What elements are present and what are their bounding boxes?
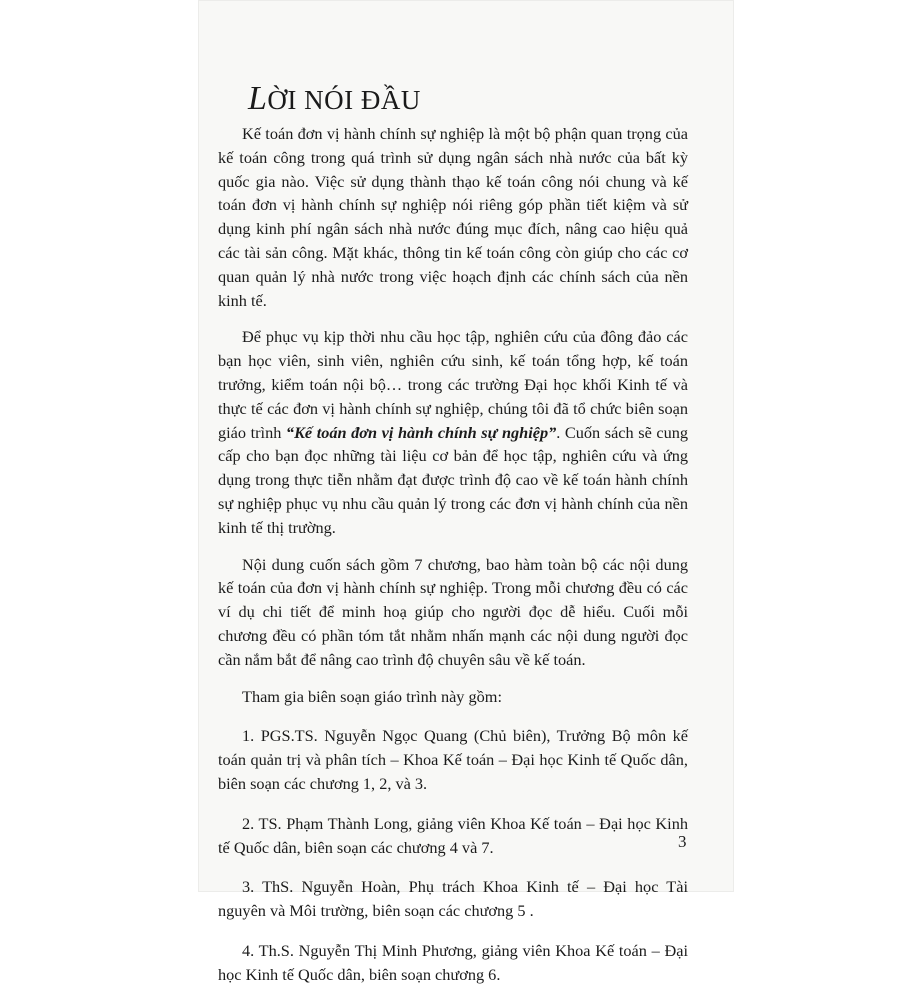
page-number: 3: [678, 832, 687, 851]
paragraph-contents: Nội dung cuốn sách gồm 7 chương, bao hàm toàn bộ các nội dung kế toán của đơn vị hành chính sự nghiệp. Trong mỗi chương đều có các ví dụ chi tiết để minh hoạ giúp cho người đọc dễ hiểu. Cuối mỗi chương đều có phần tóm tắt nhằm nhấn mạnh các nội dung người đọc cần nắm bắt để nâng cao trình độ chuyên sâu về kế toán.: [218, 554, 688, 669]
paragraph-purpose: [218, 325, 688, 539]
body-text: [218, 122, 688, 987]
paragraph-intro: Kế toán đơn vị hành chính sự nghiệp là một bộ phận quan trọng của kế toán công trong quá trình sử dụng ngân sách nhà nước của bất kỳ quốc gia nào. Việc sử dụng thành thạo kế toán công nói chung và kế toán đơn vị hành chính sự nghiệp nói riêng góp phần tiết kiệm và sử dụng kinh phí ngân sách nhà nước đúng mục đích, nâng cao hiệu quả các tài sản công. Mặt khác, thông tin kế toán công còn giúp cho các cơ quan quản lý nhà nước trong việc hoạch định các chính sách của nền kinh tế.: [218, 124, 688, 310]
paragraph-contributors: Tham gia biên soạn giáo trình này gồm:: [242, 686, 502, 706]
book-title: “Kế toán đơn vị hành chính sự nghiệp”: [285, 422, 557, 442]
page-title: [248, 80, 421, 118]
author-item: 4. Th.S. Nguyễn Thị Minh Phương, giảng viên Khoa Kế toán – Đại học Kinh tế Quốc dân, biên soạn chương 6.: [218, 940, 688, 984]
paragraph-purpose-end: . Cuốn sách sẽ cung cấp cho bạn đọc những tài liệu cơ bản để học tập, nghiên cứu và ứng dụng trong thực tiễn nhằm đạt được trình độ cao về kế toán hành chính sự nghiệp phục vụ nhu cầu quản lý trong các đơn vị hành chính của nền kinh tế thị trường.: [218, 422, 689, 537]
title-rest: ỜI NÓI ĐẦU: [267, 85, 421, 115]
author-item: 3. ThS. Nguyễn Hoàn, Phụ trách Khoa Kinh tế – Đại học Tài nguyên và Môi trường, biên soạn các chương 5 .: [218, 877, 688, 921]
author-item: 1. PGS.TS. Nguyễn Ngọc Quang (Chủ biên), Trưởng Bộ môn kế toán quản trị và phân tích – Khoa Kế toán – Đại học Kinh tế Quốc dân, biên soạn các chương 1, 2, và 3.: [218, 726, 688, 793]
paragraph-purpose-start: Để phục vụ kịp thời nhu cầu học tập, nghiên cứu của đông đảo các bạn học viên, sinh viên, nghiên cứu sinh, kế toán tổng hợp, kế toán trưởng, kiểm toán nội bộ… trong các trường Đại học khối Kinh tế và thực tế các đơn vị hành chính sự nghiệp, chúng tôi đã tổ chức biên soạn giáo trình: [218, 327, 688, 442]
author-item: 2. TS. Phạm Thành Long, giảng viên Khoa Kế toán – Đại học Kinh tế Quốc dân, biên soạn các chương 4 và 7.: [218, 813, 688, 857]
title-initial: L: [248, 80, 268, 117]
